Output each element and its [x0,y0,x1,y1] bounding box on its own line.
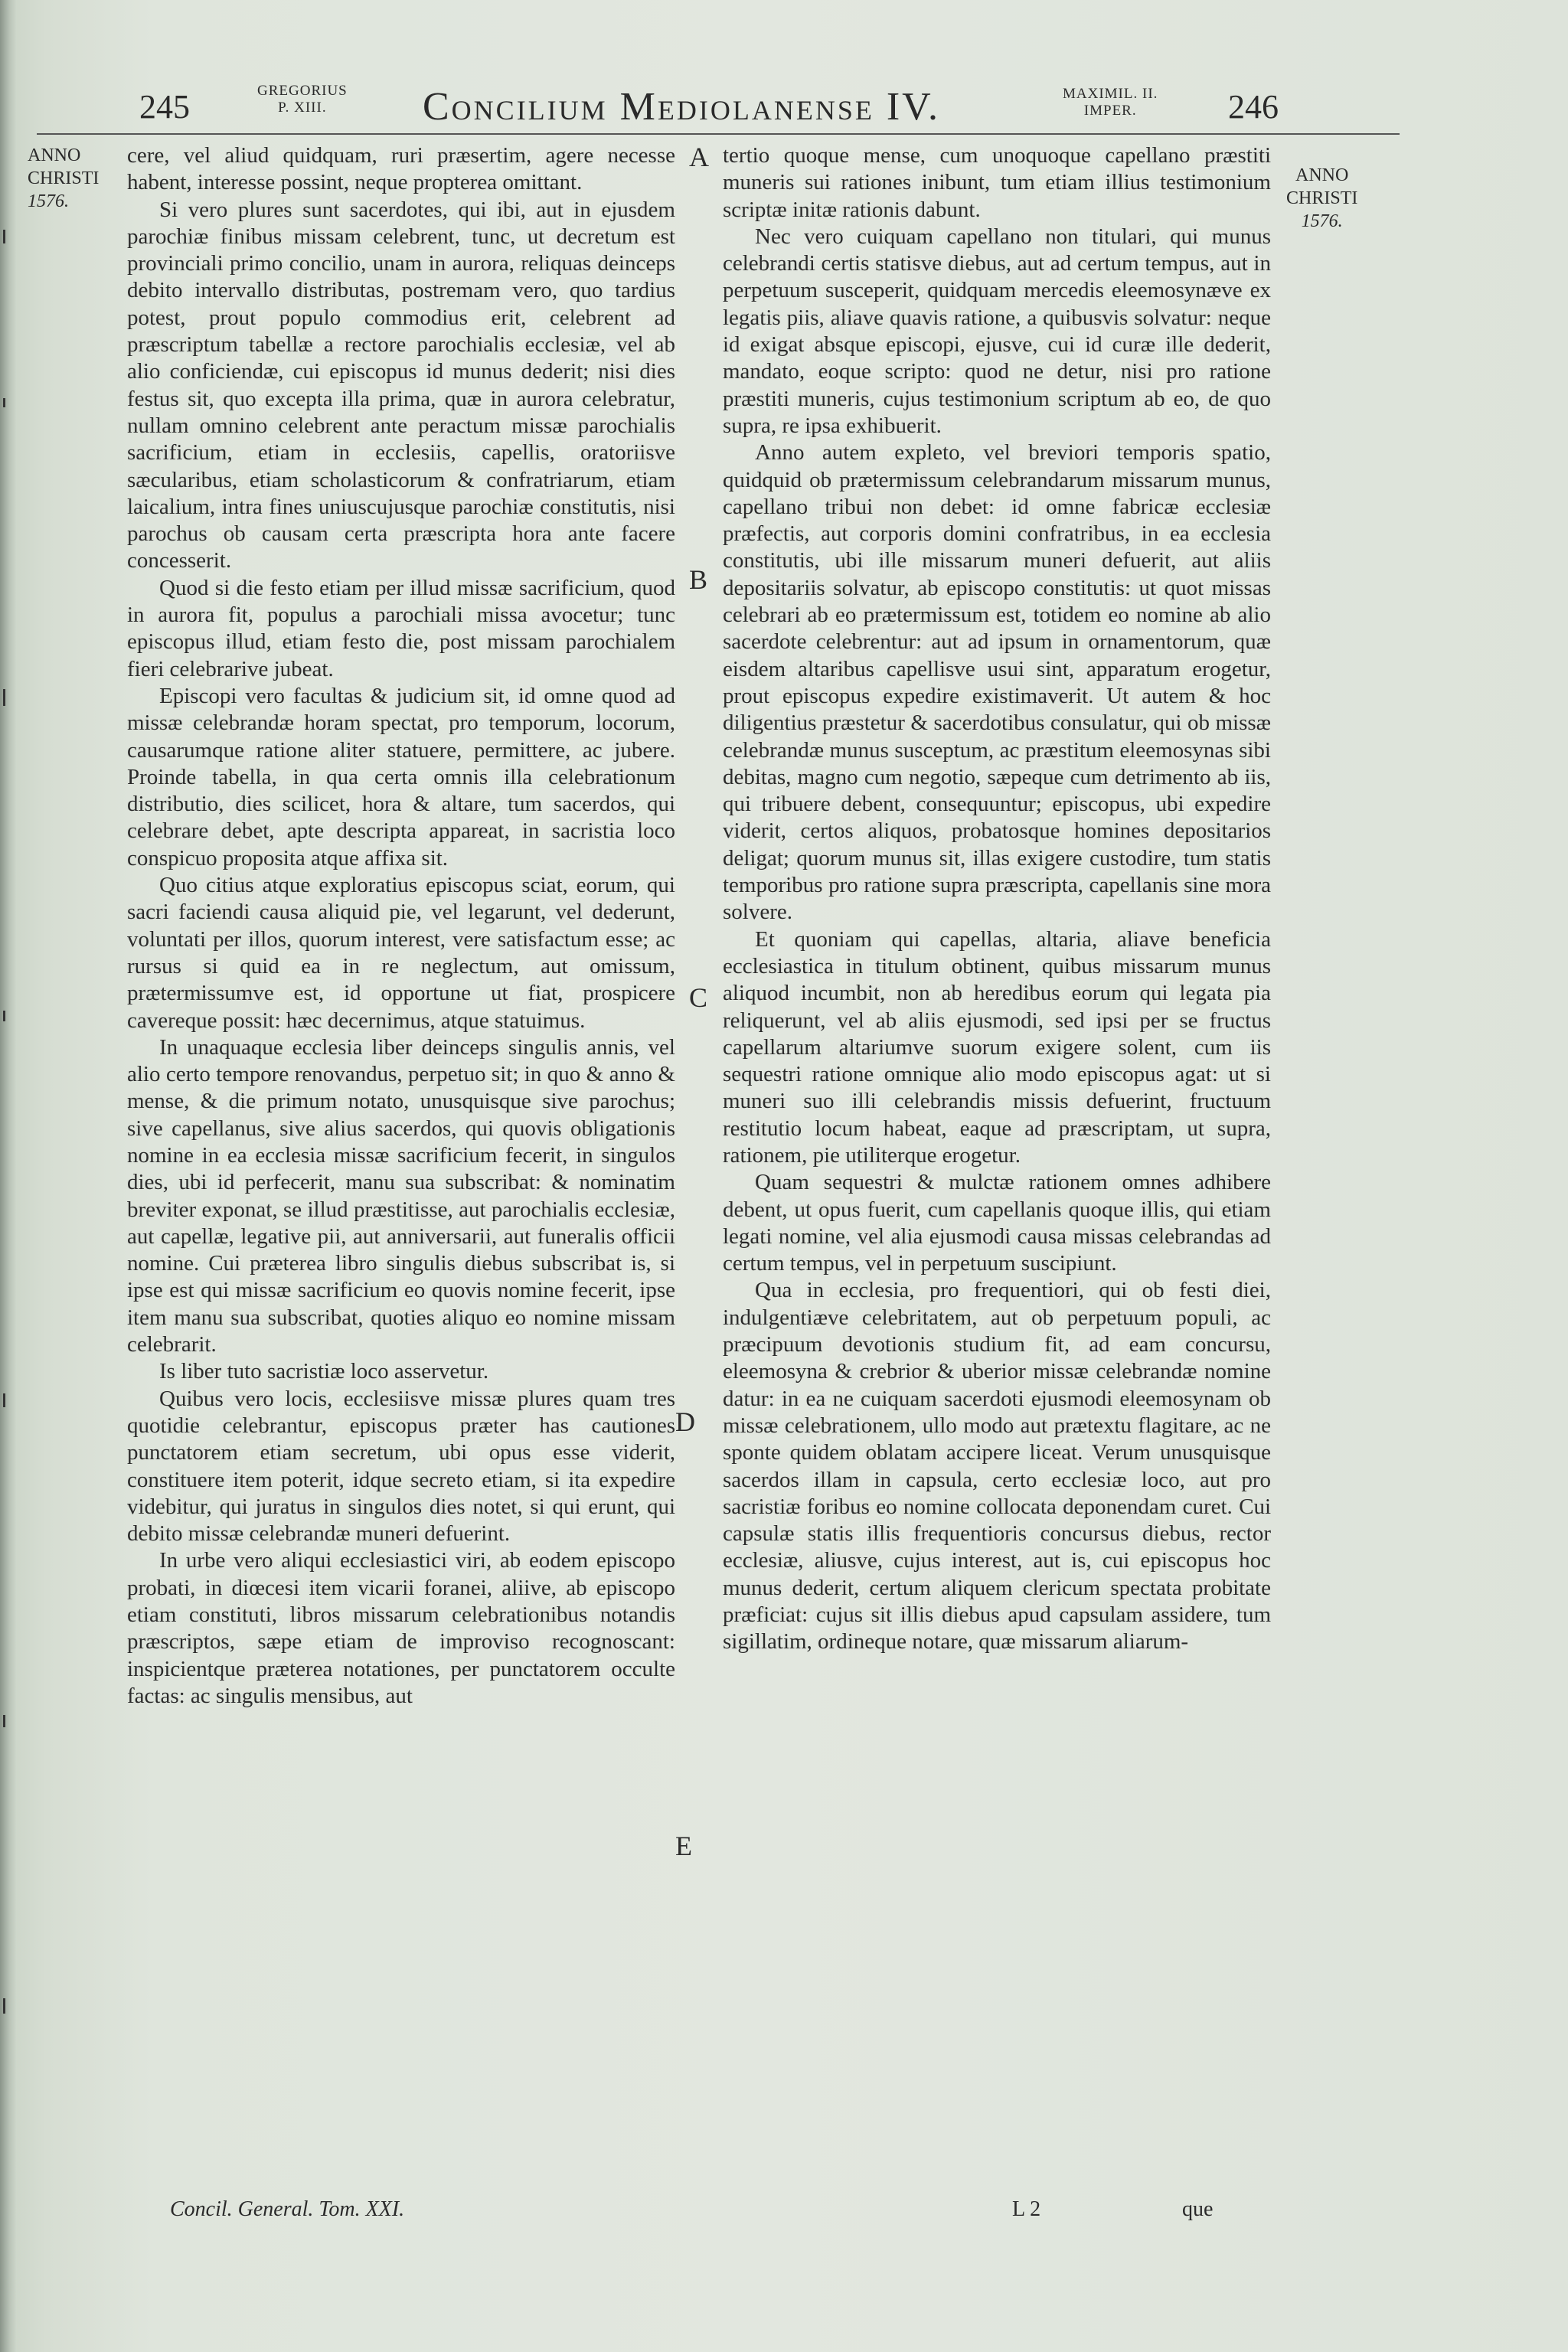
paragraph: Quod si die festo etiam per illud missæ sacrificium, quod in aurora fit, populus a parochiali missa avocetur; tunc episcopus illud, etiam festo die, post missam parochialem fieri celebrarive jubeat. [127,575,675,681]
paragraph: Qua in ecclesia, pro frequentiori, qui ob festi diei, indulgentiæve celebritatem, aut ob perpetuum populi, ac præcipuum devotionis studium fit, ad eam concursu, eleemosyna & crebrior & uberior missæ celebrandæ nomine datur: in ea ne cuiquam sacerdoti ejusmodi eleemosynam ob missæ celebrationem, ullo modo aut prætextu flagitare, ac ne sponte quidem oblatam accipere liceat. Verum unusquisque sacerdos illam in capsula, certo ecclesiæ loco, aut pro sacristiæ foribus eo nomine collocata deponendam curet. Cui capsulæ statis illis frequentioris concursus diebus, rector ecclesiæ, aliusve, cujus interest, aut is, cui episcopus hoc munus dederit, certum aliquem clericum spectata probitate præficiat: cujus sit illis diebus apud capsulam assidere, tum sigillatim, ordineque notare, quæ missarum aliarum- [723,1278,1271,1655]
pope-label [257,83,348,116]
margin-christi: CHRISTI [1286,188,1358,208]
margin-christi: CHRISTI [28,168,100,188]
margin-letter-d: D [675,1406,695,1437]
paragraph: Episcopi vero facultas & judicium sit, id omne quod ad missæ celebrandæ horam spectat, pro temporum, locorum, causarumque ratione aliter statuere, permittere, ac jubere. Proinde tabella, in qua certa omnis illa celebrationum distributio, dies scilicet, hora & altare, tum sacerdos, qui celebrare debet, apte descripta appareat, in sacristia loco conspicuo proposita atque affixa sit. [127,683,675,871]
emperor-title: IMPER. [1083,103,1137,119]
paragraph: Quam sequestri & mulctæ rationem omnes adhibere debent, ut opus fuerit, cum capellanis quoque illis, qui etiam legati nomine, vel alia ejusmodi causa missas celebrandas ad certum tempus, vel in perpetuum suscipiunt. [723,1170,1271,1276]
paragraph: tertio quoque mense, cum unoquoque capellano præstiti muneris sui rationes inibunt, tum etiam illius testimonium scriptæ initæ rationis dabunt. [723,143,1271,222]
signature-mark: L 2 [1012,2197,1041,2221]
right-text-column [723,142,1271,1656]
margin-letter-e: E [675,1831,692,1861]
pope-ordinal: P. XIII. [278,100,327,116]
left-page-number: 245 [139,88,190,126]
left-margin-year [28,144,99,213]
paragraph: Et quoniam qui capellas, altaria, aliave beneficia ecclesiastica in titulum obtinent, quibus missarum munus aliquod incumbit, non ab heredibus eorum qui legata pia reliquerunt, vel ab aliis ejusmodi, sed ipsi per se fructus capellarum altariumve suorum exigere solent, cum iis sequestri ratione omnique alio modo episcopus agat: ut si muneri suo illi celebrandis missis defuerint, fructuum restitutio locum habeat, eaque ad præscriptam, ut supra, rationem, pie utiliterque erogetur. [723,926,1271,1168]
margin-letter-c: C [689,982,708,1013]
page-title: Concilium Mediolanense IV. [423,85,941,129]
paragraph: Si vero plures sunt sacerdotes, qui ibi, aut in ejusdem parochiæ finibus missam celebrent, tunc, ut decretum est provinciali primo concilio, unam in aurora, reliquas deinceps debito intervallo distributas, postremam vero, quo tardius potest, prout populo commodius erit, celebrent ad præscriptum tabellæ a rectore parochialis ecclesiæ, vel ab alio conficiendæ, cui episcopus id munus dederit; nisi dies festus sit, quo excepta illa prima, quæ in aurora celebratur, nullam omnino celebrent ante peractum missæ parochialis sacrificium, etiam in ecclesiis, capellis, oratoriisve sæcularibus, etiam scholasticorum & confratriarum, etiam laicalium, intra fines uniuscujusque parochiæ constitutis, nisi parochus ob causam certa præscripta hora ante facere concesserit. [127,197,675,573]
paragraph: In urbe vero aliqui ecclesiastici viri, ab eodem episcopo probati, in diœcesi item vicarii foranei, aliive, ab episcopo etiam constituti, libros missarum celebrationibus notandis præscriptos, sæpe etiam de improviso recognoscant: inspicientque præterea notationes, per punctatorem occulte factas: ac singulis mensibus, aut [127,1548,675,1708]
paragraph: Is liber tuto sacristiæ loco asservetur. [159,1359,489,1384]
paragraph: Quibus vero locis, ecclesiisve missæ plures quam tres quotidie celebrantur, episcopus præter has cautiones punctatorem etiam secretum, ubi opus esse viderit, constituere item poterit, idque secreto etiam, si ita expedire videbitur, qui juratus in singulos dies notet, si qui erunt, qui debito missæ celebrandæ muneri defuerint. [127,1386,675,1547]
margin-letter-b: B [689,564,708,595]
right-margin-year [1286,164,1357,233]
left-text-column [127,142,675,1710]
emperor-label [1063,86,1158,119]
margin-anno: ANNO [28,145,81,165]
right-page-number: 246 [1228,88,1279,126]
footer-reference: Concil. General. Tom. XXI. [170,2197,405,2221]
emperor-name: MAXIMIL. II. [1063,86,1158,102]
margin-letter-a: A [689,142,709,172]
header-rule [37,133,1400,135]
paragraph: Anno autem expleto, vel breviori temporis spatio, quidquid ob prætermissum celebrandarum missarum munus, capellano tribui non debet: id omne fabricæ ecclesiæ præfectis, aut corporis domini confratribus, in ea ecclesia constitutis, ubi ille missarum muneri defuerit, aut aliis depositariis solvatur, ab episcopo constitutis: ut quot missas celebrari ab eo prætermissum est, totidem eo nomine ab alio sacerdote celebrentur: aut ad ipsum in ornamentorum, quæ eisdem altaribus capellisve usui sint, apparatum erogetur, prout episcopus expedire existimaverit. Ut autem & hoc diligentius præstetur & sacerdotibus consulatur, qui ob missæ celebrandæ munus susceptum, ac præstitum eleemosynas sibi debitas, magno cum negotio, sæpeque cum detrimento ab iis, qui tribuere debent, consequuntur; episcopus, ubi expedire viderit, certos aliquos, probatosque homines depositarios deligat; quorum munus sit, illas exigere custodire, tum statis temporibus pro ratione supra præscripta, capellanis sine mora solvere. [723,440,1271,925]
margin-anno: ANNO [1295,165,1349,185]
margin-year: 1576. [1301,211,1343,231]
paragraph: Nec vero cuiquam capellano non titulari, qui munus celebrandi certis statisve diebus, aut ad certum tempus, aut in perpetuum susceperit, quidquam mercedis eleemosynæve ex legatis piis, aliave quavis ratione, a quibusvis solvatur: neque id exigat absque episcopi, ejusve, cui id curæ ille dederit, mandato, eoque scripto: quod ne detur, nisi pro ratione præstiti muneris, cujus testimonium scriptum ab eo, de quo supra, re ipsa exhibuerit. [723,224,1271,438]
paragraph: cere, vel aliud quidquam, ruri præsertim, agere necesse habent, interesse possint, neque propterea omittant. [127,143,675,195]
paragraph: In unaquaque ecclesia liber deinceps singulis annis, vel alio certo tempore renovandus, perpetuo sit; in quo & anno & mense, & die primum notato, unusquisque sive parochus; sive capellanus, sive alius sacerdos, qui quovis obligationis nomine in ea ecclesia missæ sacrificium fecerit, in singulos dies, ubi id perfecerit, manu sua subscribat: & nominatim breviter exponat, se illud præstitisse, aut parochialis ecclesiæ, aut capellæ, legative pii, aut anniversarii, aut funeralis officii nomine. Cui præterea libro singulis diebus subscribat is, si ipse est qui missæ sacrificium eo quovis nomine fecerit, ipse item manu sua subscribat, quoties aliquo eo nomine missam celebrarit. [127,1034,675,1357]
pope-name: GREGORIUS [257,83,348,99]
catchword: que [1182,2197,1214,2221]
margin-year: 1576. [28,191,69,211]
paragraph: Quo citius atque exploratius episcopus sciat, eorum, qui sacri faciendi causa aliquid pie, vel legarunt, vel dederunt, voluntati per illos, quorum interest, vere satisfactum esse; ac rursus si quid ea in re neglectum, aut omissum, prætermissumve est, id opportune ut fiat, prospicere cavereque possit: hæc decernimus, atque statuimus. [127,873,675,1033]
